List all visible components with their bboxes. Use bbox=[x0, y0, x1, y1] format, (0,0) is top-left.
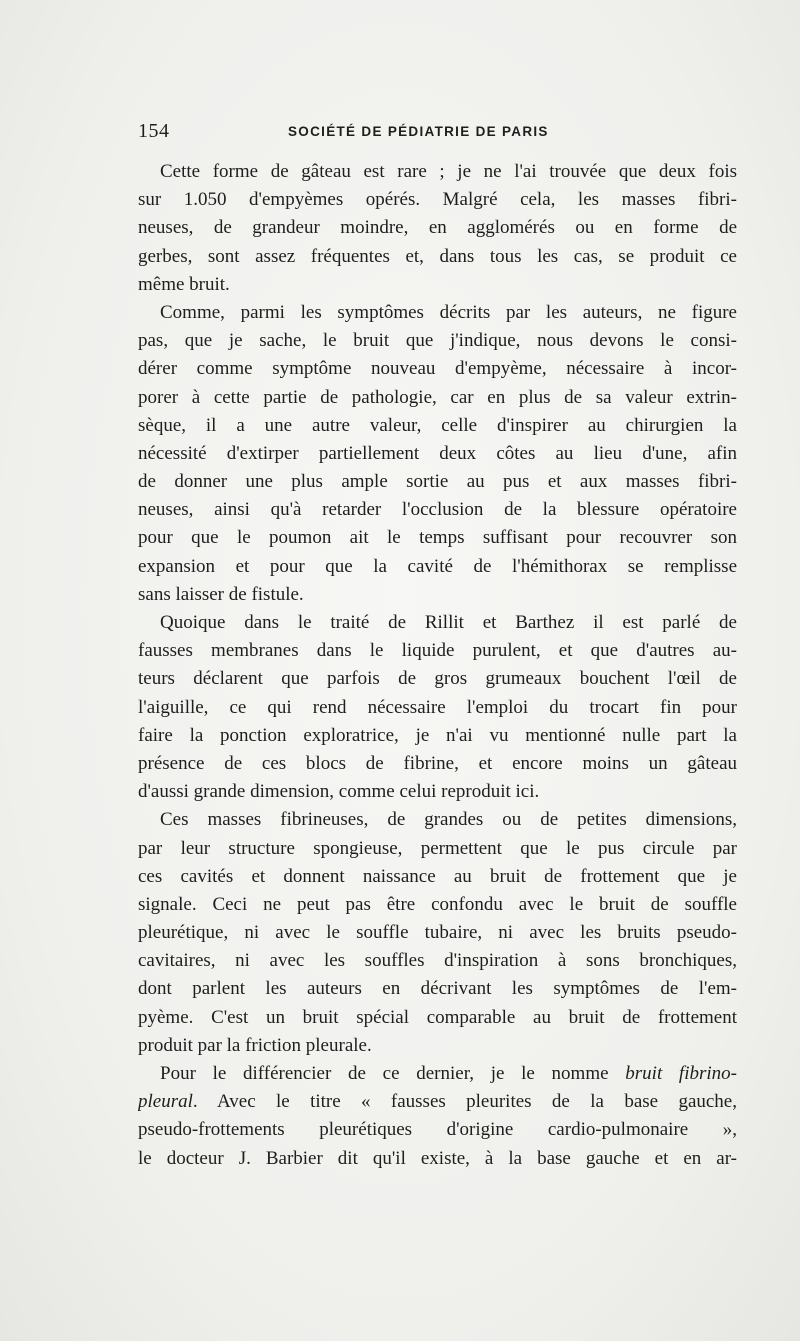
text-line: sans laisser de fistule. bbox=[138, 583, 304, 605]
text-line: sèque, il a une autre valeur, celle d'inspirer au chirurgien la bbox=[138, 414, 737, 436]
text-line: Quoique dans le traité de Rillit et Barthez il est parlé de bbox=[160, 612, 737, 633]
text-line: pas, que je sache, le bruit que j'indique, nous devons le consi- bbox=[138, 330, 737, 352]
text-line: Comme, parmi les symptômes décrits par les auteurs, ne figure bbox=[160, 301, 737, 323]
text-line bbox=[138, 1060, 737, 1088]
body-text bbox=[138, 158, 737, 1173]
text-line: Cette forme de gâteau est rare ; je ne l'ai trouvée que deux fois bbox=[160, 161, 737, 182]
text-span: Pour le différencier de ce dernier, je le nomme bbox=[160, 1063, 626, 1084]
text-line: gerbes, sont assez fréquentes et, dans tous les cas, se produit ce bbox=[138, 245, 737, 267]
text-line: pleurétique, ni avec le souffle tubaire, ni avec les bruits pseudo- bbox=[138, 922, 737, 944]
text-line: l'aiguille, ce qui rend nécessaire l'emploi du trocart fin pour bbox=[138, 696, 737, 718]
text-line: par leur structure spongieuse, permettent que le pus circule par bbox=[138, 837, 737, 859]
italic-term: bruit fibrino- bbox=[625, 1063, 737, 1084]
italic-term: pleural bbox=[138, 1091, 193, 1113]
text-line: produit par la friction pleurale. bbox=[138, 1034, 372, 1056]
text-line: neuses, de grandeur moindre, en agglomérés ou en forme de bbox=[138, 217, 737, 239]
text-line: signale. Ceci ne peut pas être confondu avec le bruit de souffle bbox=[138, 893, 737, 915]
text-line: de donner une plus ample sortie au pus et aux masses fibri- bbox=[138, 471, 737, 493]
text-line: neuses, ainsi qu'à retarder l'occlusion de la blessure opératoire bbox=[138, 499, 737, 521]
text-line bbox=[138, 1088, 737, 1116]
text-line: nécessité d'extirper partiellement deux côtes au lieu d'une, afin bbox=[138, 442, 737, 464]
page-number: 154 bbox=[138, 120, 170, 142]
running-head bbox=[138, 120, 740, 144]
text-line: pseudo-frottements pleurétiques d'origine cardio-pulmonaire », bbox=[138, 1119, 737, 1141]
text-span: . Avec le titre « fausses pleurites de la base gauche, bbox=[192, 1091, 737, 1113]
text-line: d'aussi grande dimension, comme celui reproduit ici. bbox=[138, 781, 540, 803]
text-line: dérer comme symptôme nouveau d'empyème, nécessaire à incor- bbox=[138, 358, 737, 380]
text-line: pour que le poumon ait le temps suffisant pour recouvrer son bbox=[138, 527, 737, 549]
text-line: le docteur J. Barbier dit qu'il existe, à la base gauche et en ar- bbox=[138, 1147, 737, 1169]
text-line: faire la ponction exploratrice, je n'ai vu mentionné nulle part la bbox=[138, 724, 737, 746]
text-line: dont parlent les auteurs en décrivant les symptômes de l'em- bbox=[138, 978, 737, 1000]
text-line: Ces masses fibrineuses, de grandes ou de petites dimensions, bbox=[160, 809, 737, 831]
text-line: porer à cette partie de pathologie, car en plus de sa valeur extrin- bbox=[138, 386, 737, 408]
text-line: sur 1.050 d'empyèmes opérés. Malgré cela, les masses fibri- bbox=[138, 189, 737, 211]
text-line: expansion et pour que la cavité de l'hémithorax se remplisse bbox=[138, 555, 737, 577]
text-line: pyème. C'est un bruit spécial comparable au bruit de frottement bbox=[138, 1006, 737, 1028]
text-line: fausses membranes dans le liquide purulent, et que d'autres au- bbox=[138, 640, 737, 662]
text-line: ces cavités et donnent naissance au bruit de frottement que je bbox=[138, 865, 737, 887]
text-line: teurs déclarent que parfois de gros grumeaux bouchent l'œil de bbox=[138, 668, 737, 690]
text-line: cavitaires, ni avec les souffles d'inspiration à sons bronchiques, bbox=[138, 950, 737, 972]
text-line: présence de ces blocs de fibrine, et encore moins un gâteau bbox=[138, 752, 737, 774]
running-title: SOCIÉTÉ DE PÉDIATRIE DE PARIS bbox=[288, 124, 549, 139]
text-line: même bruit. bbox=[138, 273, 230, 295]
